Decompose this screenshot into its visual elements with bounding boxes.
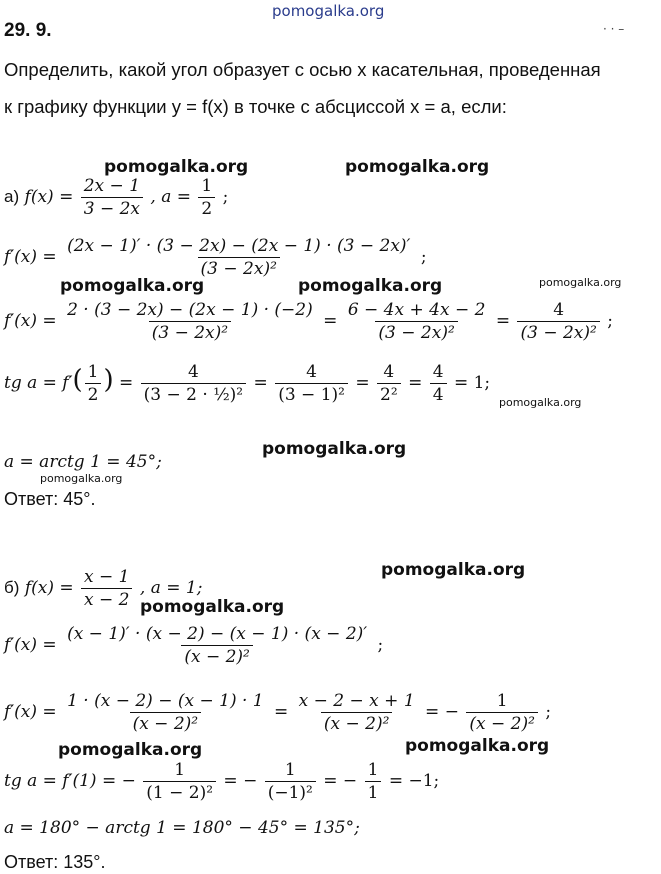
- fraction-numerator: 4: [553, 300, 565, 320]
- equals: =: [355, 373, 370, 393]
- fraction-numerator: 4: [187, 362, 199, 382]
- lhs: tg a = f′(1) = −: [4, 771, 136, 791]
- semicolon: ;: [545, 702, 552, 722]
- fraction-numerator: 4: [306, 362, 317, 382]
- fraction-denominator: (x − 2)²: [466, 712, 538, 734]
- result: = 1;: [453, 373, 491, 393]
- part-a-fx-fraction: [81, 176, 143, 219]
- equals-minus: = −: [323, 771, 358, 791]
- fraction-denominator: 2²: [377, 383, 401, 405]
- equals: =: [495, 311, 511, 331]
- part-b-fx: f(x) =: [24, 578, 74, 598]
- part-a-derivative-line-1: [4, 236, 427, 279]
- problem-line-1: Определить, какой угол образует с осью x касательная, проведенная: [4, 59, 601, 80]
- fraction-numerator: (x − 1)′ · (x − 2) − (x − 1) · (x − 2)′: [67, 624, 368, 644]
- watermark: pomogalka.org: [499, 396, 582, 409]
- fraction-denominator: (3 − 2x)²: [375, 321, 457, 343]
- fraction-3: [466, 691, 538, 734]
- lhs: f′(x) =: [4, 702, 57, 722]
- fraction-denominator: (3 − 1)²: [275, 383, 348, 405]
- equals: =: [323, 311, 338, 331]
- fraction-numerator: 2 · (3 − 2x) − (2x − 1) · (−2): [67, 300, 313, 320]
- semicolon: ;: [377, 635, 384, 655]
- part-a-derivative-line-2: [4, 300, 613, 343]
- fraction-numerator: 4: [432, 362, 444, 382]
- fraction-denominator: (3 − 2x)²: [517, 321, 599, 343]
- top-watermark: pomogalka.org: [272, 2, 385, 20]
- part-a-label: а): [4, 187, 20, 206]
- fraction-numerator: 1: [174, 760, 186, 780]
- equals: =: [408, 373, 423, 393]
- part-a-fx: f(x) =: [24, 187, 74, 207]
- part-a-angle: a = arctg 1 = 45°;: [4, 452, 162, 472]
- part-b-label: б): [4, 578, 20, 597]
- problem-line-2: к графику функции y = f(x) в точке с абсциссой x = a, если:: [4, 96, 507, 117]
- equals: =: [253, 373, 268, 393]
- equals: =: [274, 702, 289, 722]
- watermark: pomogalka.org: [40, 472, 123, 485]
- part-b-derivative-line-2: [4, 691, 551, 734]
- fraction-denominator: x − 2: [81, 588, 132, 610]
- fraction-numerator: 1: [496, 691, 508, 711]
- fraction-numerator: 1: [201, 176, 213, 196]
- watermark: pomogalka.org: [539, 276, 622, 289]
- fraction-1: [64, 691, 267, 734]
- fraction-1: [143, 760, 216, 803]
- part-b-tangent-line: [4, 760, 439, 803]
- watermark: pomogalka.org: [104, 157, 249, 177]
- fraction-numerator: x − 2 − x + 1: [298, 691, 415, 711]
- derivative-fraction: [64, 624, 370, 667]
- corner-marks: · · –: [603, 22, 625, 36]
- part-b-fx-fraction: [81, 567, 132, 610]
- fraction-denominator: (x − 2)²: [321, 712, 393, 734]
- part-b-angle: a = 180° − arctg 1 = 180° − 45° = 135°;: [4, 818, 360, 838]
- part-a-tangent-line: [4, 362, 490, 405]
- fraction-denominator: 1: [365, 781, 382, 803]
- watermark: pomogalka.org: [262, 439, 407, 459]
- fraction-numerator: x − 1: [84, 567, 130, 587]
- lhs: tg a = f′: [4, 373, 73, 393]
- semicolon: ;: [420, 247, 427, 267]
- fraction-3: [377, 362, 401, 405]
- fraction-denominator: 3 − 2x: [81, 197, 143, 219]
- fraction-denominator: (x − 2)²: [130, 712, 202, 734]
- lhs: f′(x) =: [4, 311, 57, 331]
- watermark: pomogalka.org: [58, 740, 203, 760]
- fraction-numerator: (2x − 1)′ · (3 − 2x) − (2x − 1) · (3 − 2x)′: [67, 236, 411, 256]
- fraction-2: [275, 362, 348, 405]
- semicolon: ;: [607, 311, 613, 331]
- semicolon: ;: [222, 187, 229, 207]
- fraction-numerator: 1: [367, 760, 379, 780]
- fraction-2: [345, 300, 489, 343]
- fraction-2: [296, 691, 418, 734]
- equals-minus: = −: [223, 771, 258, 791]
- fraction-denominator: (3 − 2x)²: [198, 257, 280, 279]
- fraction-denominator: (−1)²: [265, 781, 316, 803]
- problem-number: 29. 9.: [4, 20, 52, 41]
- fraction-denominator: 2: [85, 383, 102, 405]
- part-b-derivative-line-1: [4, 624, 383, 667]
- watermark: pomogalka.org: [381, 560, 526, 580]
- fraction-numerator: 4: [383, 362, 395, 382]
- lhs: f′(x) =: [4, 247, 57, 267]
- watermark: pomogalka.org: [140, 597, 285, 617]
- fraction-numerator: 2x − 1: [83, 176, 141, 196]
- open-paren: (: [72, 365, 83, 395]
- fraction-3: [517, 300, 599, 343]
- fraction-denominator: (1 − 2)²: [143, 781, 216, 803]
- derivative-fraction: [64, 236, 413, 279]
- equals: =: [119, 373, 134, 393]
- fraction-denominator: 2: [198, 197, 215, 219]
- part-b-answer: Ответ: 135°.: [4, 852, 106, 872]
- watermark: pomogalka.org: [60, 276, 205, 296]
- equals-minus: = −: [425, 702, 459, 722]
- fraction-numerator: 1 · (x − 2) − (x − 1) · 1: [67, 691, 264, 711]
- fraction-1: [64, 300, 316, 343]
- fraction-numerator: 1: [284, 760, 296, 780]
- arg-fraction: [85, 362, 102, 405]
- result: = −1;: [388, 771, 440, 791]
- part-a-a-def: , a =: [150, 187, 192, 207]
- fraction-numerator: 1: [87, 362, 99, 382]
- watermark: pomogalka.org: [298, 276, 443, 296]
- fraction-denominator: (3 − 2 · ½)²: [141, 383, 246, 405]
- part-b-a-def: , a = 1;: [139, 578, 203, 598]
- fraction-denominator: 4: [430, 383, 447, 405]
- fraction-4: [430, 362, 447, 405]
- fraction-numerator: 6 − 4x + 4x − 2: [347, 300, 486, 320]
- fraction-2: [265, 760, 316, 803]
- part-a-function-line: [4, 176, 228, 219]
- fraction-1: [141, 362, 246, 405]
- part-a-a-fraction: [198, 176, 215, 219]
- fraction-denominator: (3 − 2x)²: [149, 321, 231, 343]
- close-paren: ): [103, 365, 114, 395]
- watermark: pomogalka.org: [345, 157, 490, 177]
- part-a-answer: Ответ: 45°.: [4, 489, 96, 509]
- fraction-3: [365, 760, 382, 803]
- lhs: f′(x) =: [4, 635, 57, 655]
- watermark: pomogalka.org: [405, 736, 550, 756]
- fraction-denominator: (x − 2)²: [181, 645, 253, 667]
